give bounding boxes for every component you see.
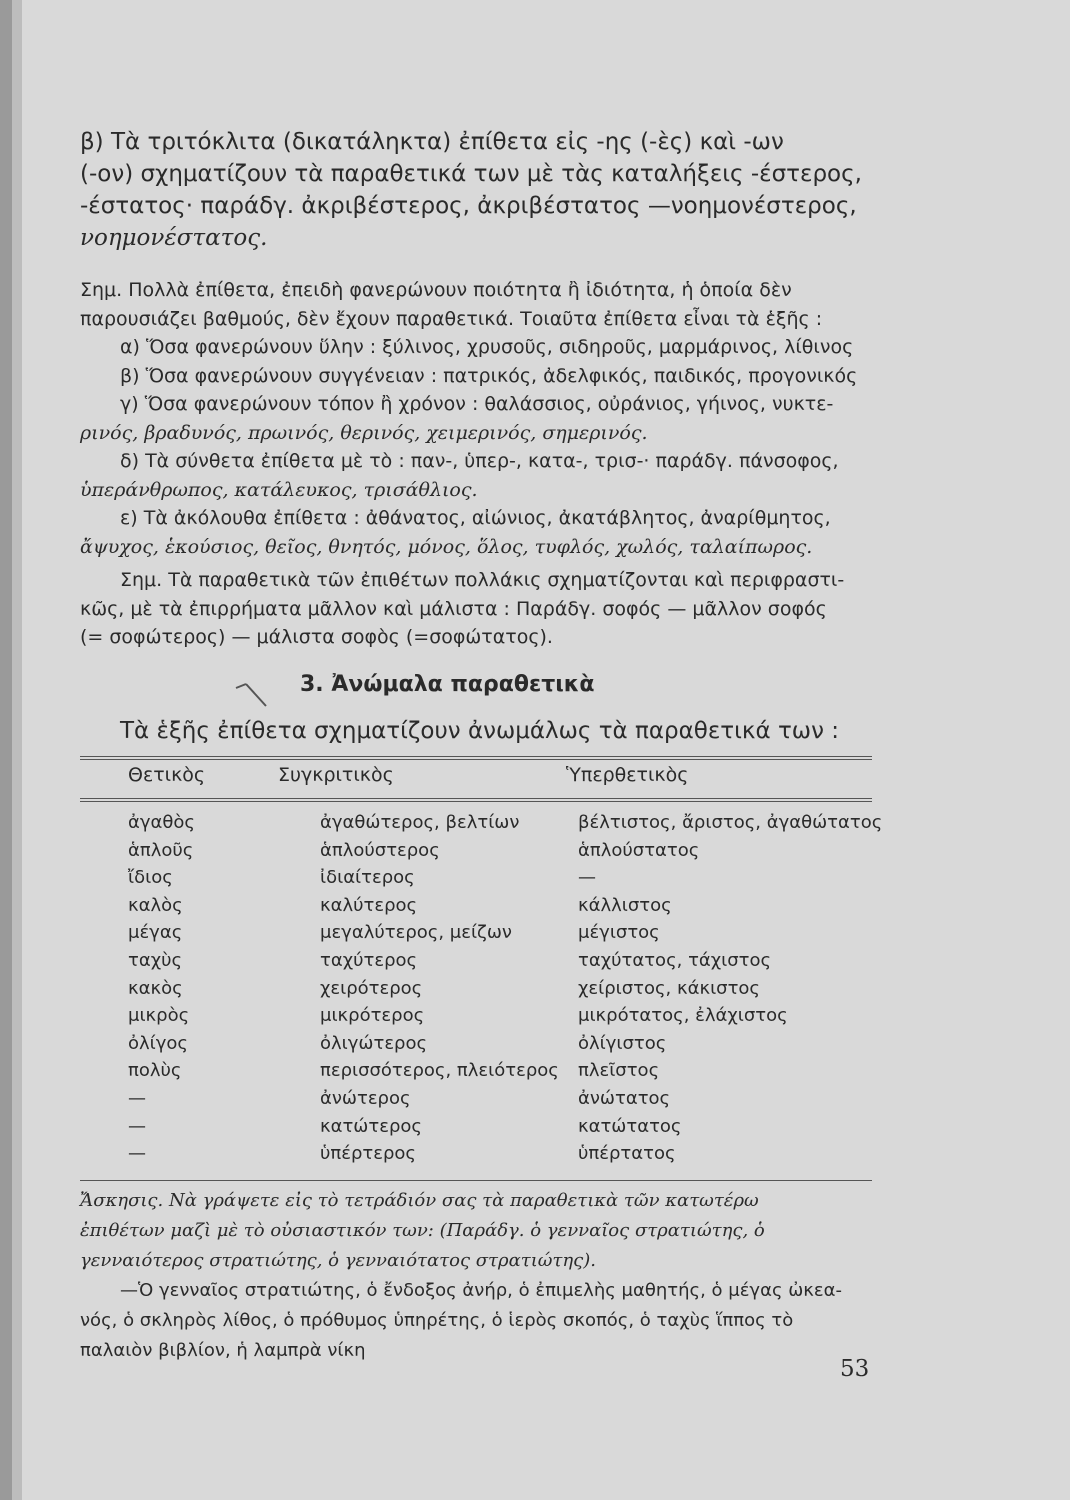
comparative-cell: μικρότερος <box>320 1005 425 1027</box>
note1-e2: ἄψυχος, ἑκούσιος, θεῖος, θνητός, μόνος, ὅλος, τυφλός, χωλός, ταλαίπωρος. <box>80 535 813 558</box>
note1-line2: παρουσιάζει βαθμούς, δὲν ἔχουν παραθετικά. Τοιαῦτα ἐπίθετα εἶναι τὰ ἑξῆς : <box>80 307 823 330</box>
table-row <box>80 1116 898 1144</box>
rule-header-2 <box>80 801 872 802</box>
table-intro: Τὰ ἑξῆς ἐπίθετα σχηματίζουν ἀνωμάλως τὰ παραθετικά των : <box>120 718 839 744</box>
table-row <box>80 1033 898 1061</box>
page-number: 53 <box>840 1356 870 1382</box>
comparative-cell: μεγαλύτερος, μείζων <box>320 922 512 944</box>
note1-a: α) Ὅσα φανερώνουν ὕλην : ξύλινος, χρυσοῦς, σιδηροῦς, μαρμάρινος, λίθινος <box>120 336 854 358</box>
section-b-line2: (-ον) σχηματίζουν τὰ παραθετικά των μὲ τὰς καταλήξεις -έστερος, <box>80 161 862 187</box>
col-header-positive: Θετικὸς <box>128 764 206 786</box>
rule-bottom <box>80 1180 872 1181</box>
superlative-cell: — <box>578 867 596 889</box>
table-row <box>80 922 898 950</box>
note1-c2: ρινός, βραδυνός, πρωινός, θερινός, χειμερινός, σημερινός. <box>80 421 648 444</box>
section-b-line4: νοημονέστατος. <box>80 225 268 251</box>
exercise-line6: παλαιὸν βιβλίον, ἡ λαμπρὰ νίκη <box>80 1340 366 1361</box>
superlative-cell: ὑπέρτατος <box>578 1143 676 1165</box>
note2-line3: (= σοφώτερος) — μάλιστα σοφὸς (=σοφώτατος). <box>80 626 553 648</box>
comparative-cell: ἀγαθώτερος, βελτίων <box>320 812 520 833</box>
superlative-cell: ἁπλούστατος <box>578 839 700 861</box>
positive-cell: μέγας <box>128 922 183 944</box>
rule-top <box>80 756 872 757</box>
positive-cell: πολὺς <box>128 1060 182 1082</box>
exercise-line3: γενναιότερος στρατιώτης, ὁ γενναιότατος στρατιώτης). <box>80 1250 596 1271</box>
superlative-cell: μέγιστος <box>578 922 660 944</box>
note2-line1: Σημ. Τὰ παραθετικὰ τῶν ἐπιθέτων πολλάκις σχηματίζονται καὶ περιφραστι- <box>120 569 845 591</box>
table-row <box>80 1088 898 1116</box>
comparative-cell: περισσότερος, πλειότερος <box>320 1060 559 1082</box>
note1-e1: ε) Τὰ ἀκόλουθα ἐπίθετα : ἀθάνατος, αἰώνιος, ἀκατάβλητος, ἀναρίθμητος, <box>120 507 831 529</box>
positive-cell: — <box>128 1115 146 1137</box>
positive-cell: — <box>128 1143 146 1165</box>
pencil-tick-mark <box>232 670 282 710</box>
note1-c1: γ) Ὅσα φανερώνουν τόπον ἢ χρόνον : θαλάσσιος, οὐράνιος, γήινος, νυκτε- <box>120 393 834 415</box>
superlative-cell: βέλτιστος, ἄριστος, ἀγαθώτατος <box>578 812 883 833</box>
comparative-cell: χειρότερος <box>320 977 423 999</box>
superlative-cell: κατώτατος <box>578 1115 682 1137</box>
section-b-line1: β) Τὰ τριτόκλιτα (δικατάληκτα) ἐπίθετα εἰς -ης (-ὲς) καὶ -ων <box>80 129 784 155</box>
note-1 <box>80 276 880 561</box>
positive-cell: καλὸς <box>128 894 183 916</box>
section-b <box>80 126 880 254</box>
rule-header <box>80 798 872 799</box>
superlative-cell: ταχύτατος, τάχιστος <box>578 949 772 971</box>
comparative-cell: ἀνώτερος <box>320 1087 411 1109</box>
note2-line2: κῶς, μὲ τὰ ἐπιρρήματα μᾶλλον καὶ μάλιστα : Παράδγ. σοφός — μᾶλλον σοφός <box>80 597 827 620</box>
comparative-cell: ἁπλούστερος <box>320 839 440 861</box>
table-row <box>80 978 898 1006</box>
superlative-cell: ἀνώτατος <box>578 1087 671 1109</box>
superlative-cell: ὀλίγιστος <box>578 1032 667 1054</box>
binding-shadow <box>0 0 12 1500</box>
exercise-line2: ἐπιθέτων μαζὶ μὲ τὸ οὐσιαστικόν των: (Παράδγ. ὁ γενναῖος στρατιώτης, ὁ <box>80 1220 765 1241</box>
note1-d2: ὑπεράνθρωπος, κατάλευκος, τρισάθλιος. <box>80 478 478 501</box>
exercise-line1: Ἄσκησις. Νὰ γράψετε εἰς τὸ τετράδιόν σας τὰ παραθετικὰ τῶν κατωτέρω <box>80 1190 759 1211</box>
comparative-cell: ταχύτερος <box>320 949 418 971</box>
positive-cell: ἁπλοῦς <box>128 839 194 861</box>
binding-edge <box>12 0 22 1500</box>
note1-d1: δ) Τὰ σύνθετα ἐπίθετα μὲ τὸ : παν-, ὑπερ-, κατα-, τρισ-· παράδγ. πάνσοφος, <box>120 450 839 472</box>
section-heading: 3. Ἀνώμαλα παραθετικὰ <box>300 672 595 697</box>
comparative-cell: ἰδιαίτερος <box>320 867 415 889</box>
positive-cell: κακὸς <box>128 977 183 999</box>
table-row <box>80 895 898 923</box>
comparative-cell: ὀλιγώτερος <box>320 1032 428 1054</box>
positive-cell: ἀγαθὸς <box>128 812 195 833</box>
table-row <box>80 1143 898 1171</box>
positive-cell: — <box>128 1087 146 1109</box>
table-row <box>80 812 898 840</box>
exercise-line5: νός, ὁ σκληρὸς λίθος, ὁ πρόθυμος ὑπηρέτης, ὁ ἱερὸς σκοπός, ὁ ταχὺς ἵππος τὸ <box>80 1310 794 1331</box>
note1-b: β) Ὅσα φανερώνουν συγγένειαν : πατρικός, ἀδελφικός, παιδικός, προγονικός <box>120 364 858 387</box>
table-row <box>80 1005 898 1033</box>
rule-top-2 <box>80 759 872 760</box>
positive-cell: ὀλίγος <box>128 1032 188 1054</box>
positive-cell: μικρὸς <box>128 1005 190 1027</box>
comparative-cell: καλύτερος <box>320 894 418 916</box>
note-2 <box>80 566 880 652</box>
positive-cell: ἴδιος <box>128 867 173 889</box>
superlative-cell: μικρότατος, ἐλάχιστος <box>578 1005 788 1027</box>
superlative-cell: χείριστος, κάκιστος <box>578 977 760 999</box>
comparison-table <box>80 812 898 1171</box>
col-header-superlative: Ὑπερθετικὸς <box>566 764 689 786</box>
section-b-line3: -έστατος· παράδγ. ἀκριβέστερος, ἀκριβέστατος —νοημονέστερος, <box>80 193 857 219</box>
superlative-cell: πλεῖστος <box>578 1060 660 1082</box>
exercise-line4: —Ὁ γενναῖος στρατιώτης, ὁ ἔνδοξος ἀνήρ, ὁ ἐπιμελὴς μαθητής, ὁ μέγας ὠκεα- <box>120 1280 843 1301</box>
table-row <box>80 867 898 895</box>
comparative-cell: κατώτερος <box>320 1115 422 1137</box>
positive-cell: ταχὺς <box>128 949 183 971</box>
note1-line1: Σημ. Πολλὰ ἐπίθετα, ἐπειδὴ φανερώνουν ποιότητα ἢ ἰδιότητα, ἡ ὁποία δὲν <box>80 279 792 301</box>
table-row <box>80 840 898 868</box>
col-header-comparative: Συγκριτικὸς <box>278 764 394 786</box>
table-row <box>80 950 898 978</box>
exercise <box>80 1186 880 1366</box>
comparative-cell: ὑπέρτερος <box>320 1143 416 1165</box>
table-row <box>80 1060 898 1088</box>
superlative-cell: κάλλιστος <box>578 894 672 916</box>
